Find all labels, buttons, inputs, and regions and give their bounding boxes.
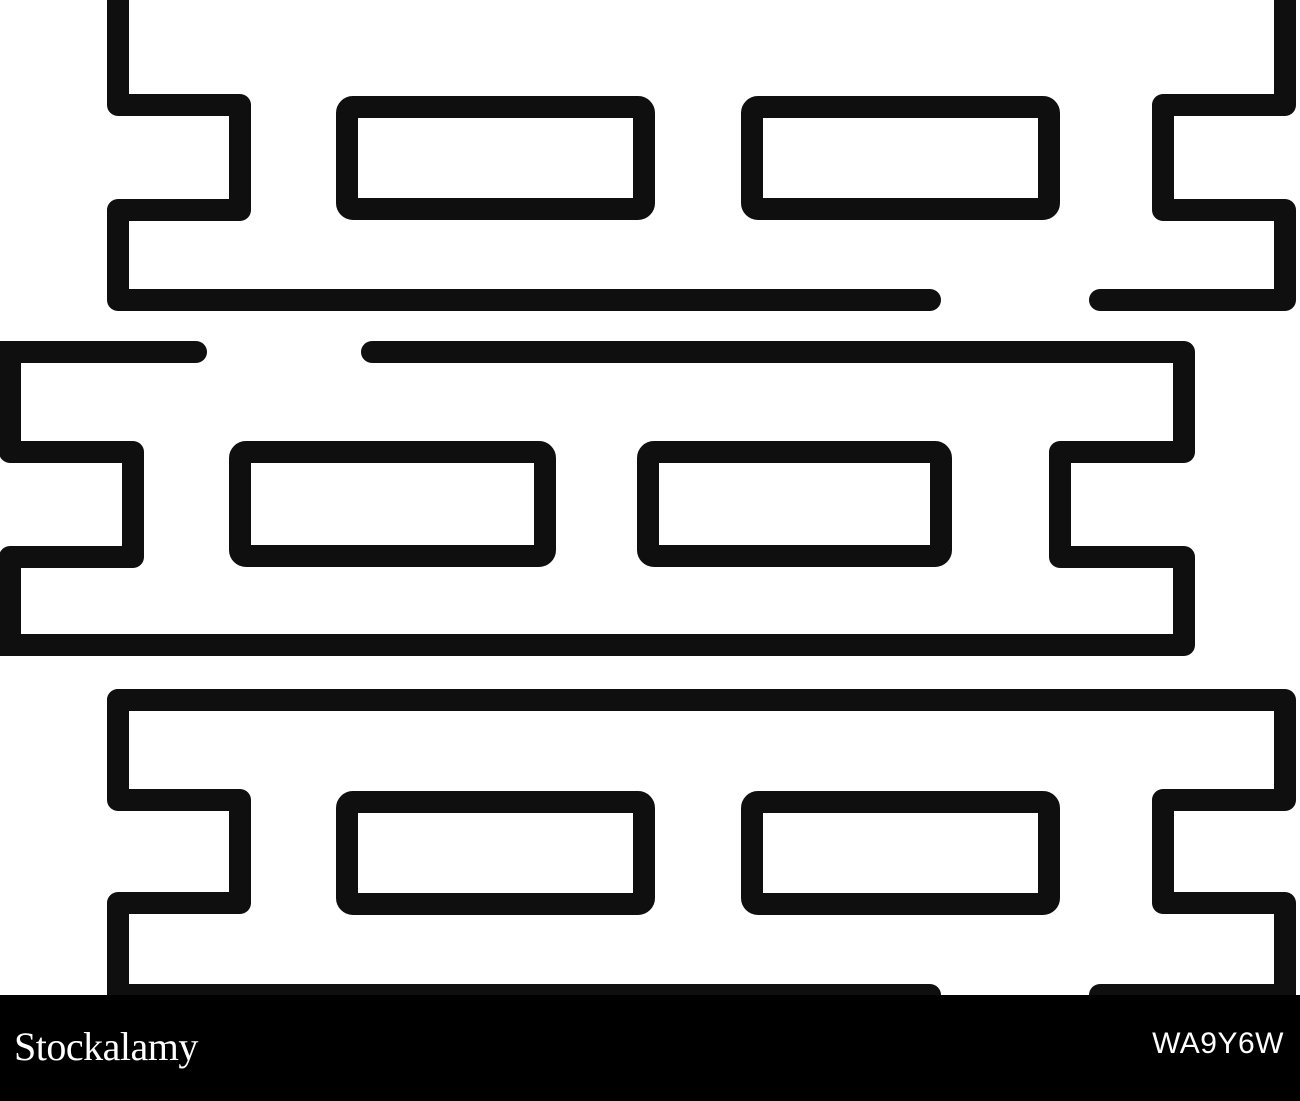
brand-mark: alamy	[102, 1024, 198, 1069]
image-id-label: WA9Y6W	[1152, 1027, 1284, 1060]
brick-row-1-inner-left	[347, 107, 644, 209]
brick-row-2-outline-left	[0, 352, 133, 645]
brick-row-3-outline-right	[118, 700, 1285, 995]
stock-footer-bar	[0, 995, 1300, 1101]
brick-row-1-right-outline	[1100, 0, 1285, 300]
brick-row-2-outline-right	[0, 352, 1184, 645]
brick-row-2-inner-left	[240, 452, 545, 556]
brick-row-3-outline-left	[118, 700, 930, 995]
brand-word: Stock	[14, 1024, 103, 1069]
brick-row-2-inner-right	[648, 452, 941, 556]
brand-label	[14, 1023, 198, 1071]
brick-row-3-inner-left	[347, 802, 644, 904]
brick-row-1-inner-right	[752, 107, 1049, 209]
brick-row-3-inner-right	[752, 802, 1049, 904]
brick-row-1-left-outline	[118, 0, 930, 300]
